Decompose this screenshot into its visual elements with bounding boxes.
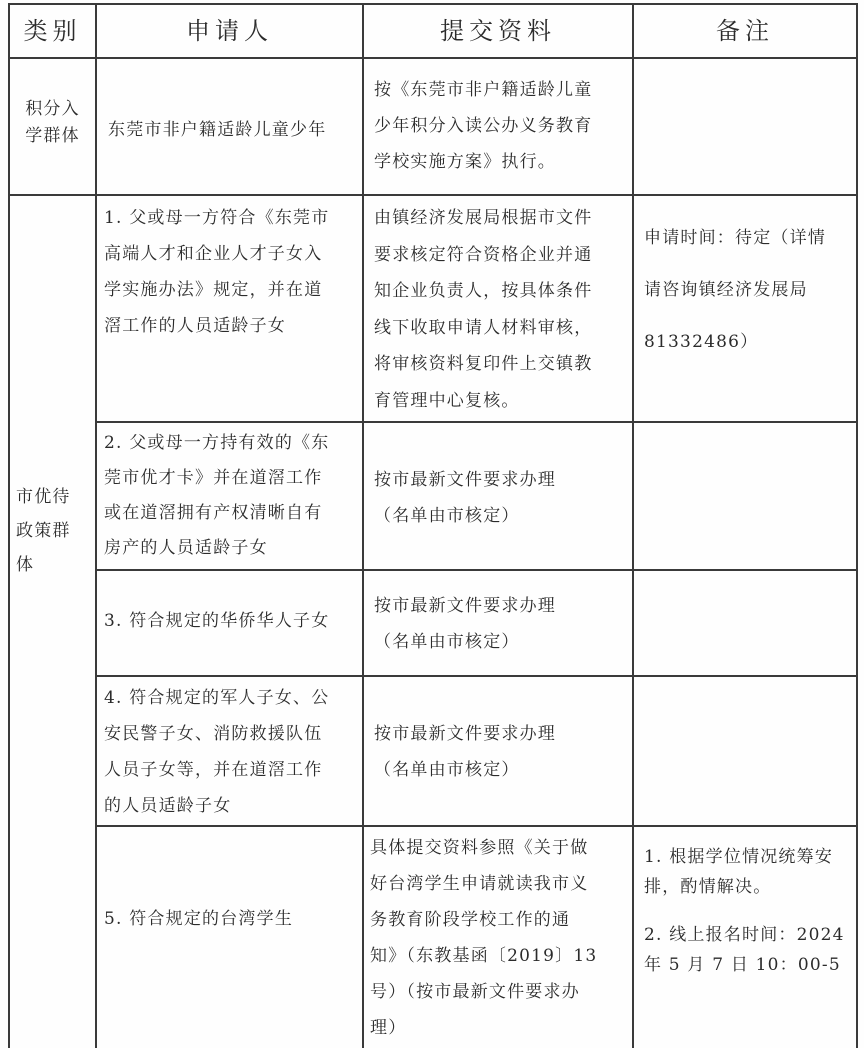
col3-border — [632, 3, 634, 1048]
header-applicant: 申请人 — [186, 17, 273, 45]
row1-bottom-border — [8, 194, 858, 196]
header-materials: 提交资料 — [440, 17, 556, 45]
row5-applicant: 4. 符合规定的军人子女、公 安民警子女、消防救援队伍 人员子女等，并在道滘工作 的人员适龄子女 — [104, 688, 330, 816]
row2-remarks: 申请时间：待定（详情 请咨询镇经济发展局 81332486） — [644, 228, 826, 352]
row6-materials: 具体提交资料参照《关于做 好台湾学生申请就读我市义 务教育阶段学校工作的通 知》（东教基函〔2019〕13 号）（按市最新文件要求办 理） — [370, 838, 598, 1038]
col1-border — [95, 3, 97, 1048]
row1-materials: 按《东莞市非户籍适龄儿童 少年积分入读公办义务教育 学校实施方案》执行。 — [374, 80, 593, 172]
row3-materials: 按市最新文件要求办理 （名单由市核定） — [374, 470, 556, 526]
row4-applicant: 3. 符合规定的华侨华人子女 — [104, 611, 330, 631]
left-border — [8, 3, 10, 1048]
row2-applicant: 1. 父或母一方符合《东莞市 高端人才和企业人才子女入 学实施办法》规定，并在道 滘工作的人员适龄子女 — [104, 208, 330, 336]
row2-category: 市优待 政策群 体 — [16, 487, 71, 575]
row5-bottom-border — [96, 825, 858, 827]
row2-bottom-border — [96, 421, 858, 423]
row6-remarks: 1. 根据学位情况统筹安 排，酌情解决。 2. 线上报名时间：2024 年 5 月 7 日 10：00-5 — [644, 847, 845, 975]
row4-bottom-border — [96, 675, 858, 677]
header-remarks: 备注 — [716, 17, 774, 45]
row4-materials: 按市最新文件要求办理 （名单由市核定） — [374, 596, 556, 652]
col2-border — [362, 3, 364, 1048]
header-category: 类别 — [23, 17, 82, 45]
row2-materials: 由镇经济发展局根据市文件 要求核定符合资格企业并通 知企业负责人，按具体条件 线下收取申请人材料审核， 将审核资料复印件上交镇教 育管理中心复核。 — [374, 208, 593, 411]
row1-applicant: 东莞市非户籍适龄儿童少年 — [108, 120, 327, 140]
row3-bottom-border — [96, 569, 858, 571]
row1-category: 积分入 学群体 — [25, 99, 80, 146]
right-border — [856, 3, 858, 1048]
row3-applicant: 2. 父或母一方持有效的《东 莞市优才卡》并在道滘工作 或在道滘拥有产权清晰自有 房产的人员适龄子女 — [104, 433, 330, 558]
row5-materials: 按市最新文件要求办理 （名单由市核定） — [374, 724, 556, 780]
row6-applicant: 5. 符合规定的台湾学生 — [104, 909, 294, 929]
